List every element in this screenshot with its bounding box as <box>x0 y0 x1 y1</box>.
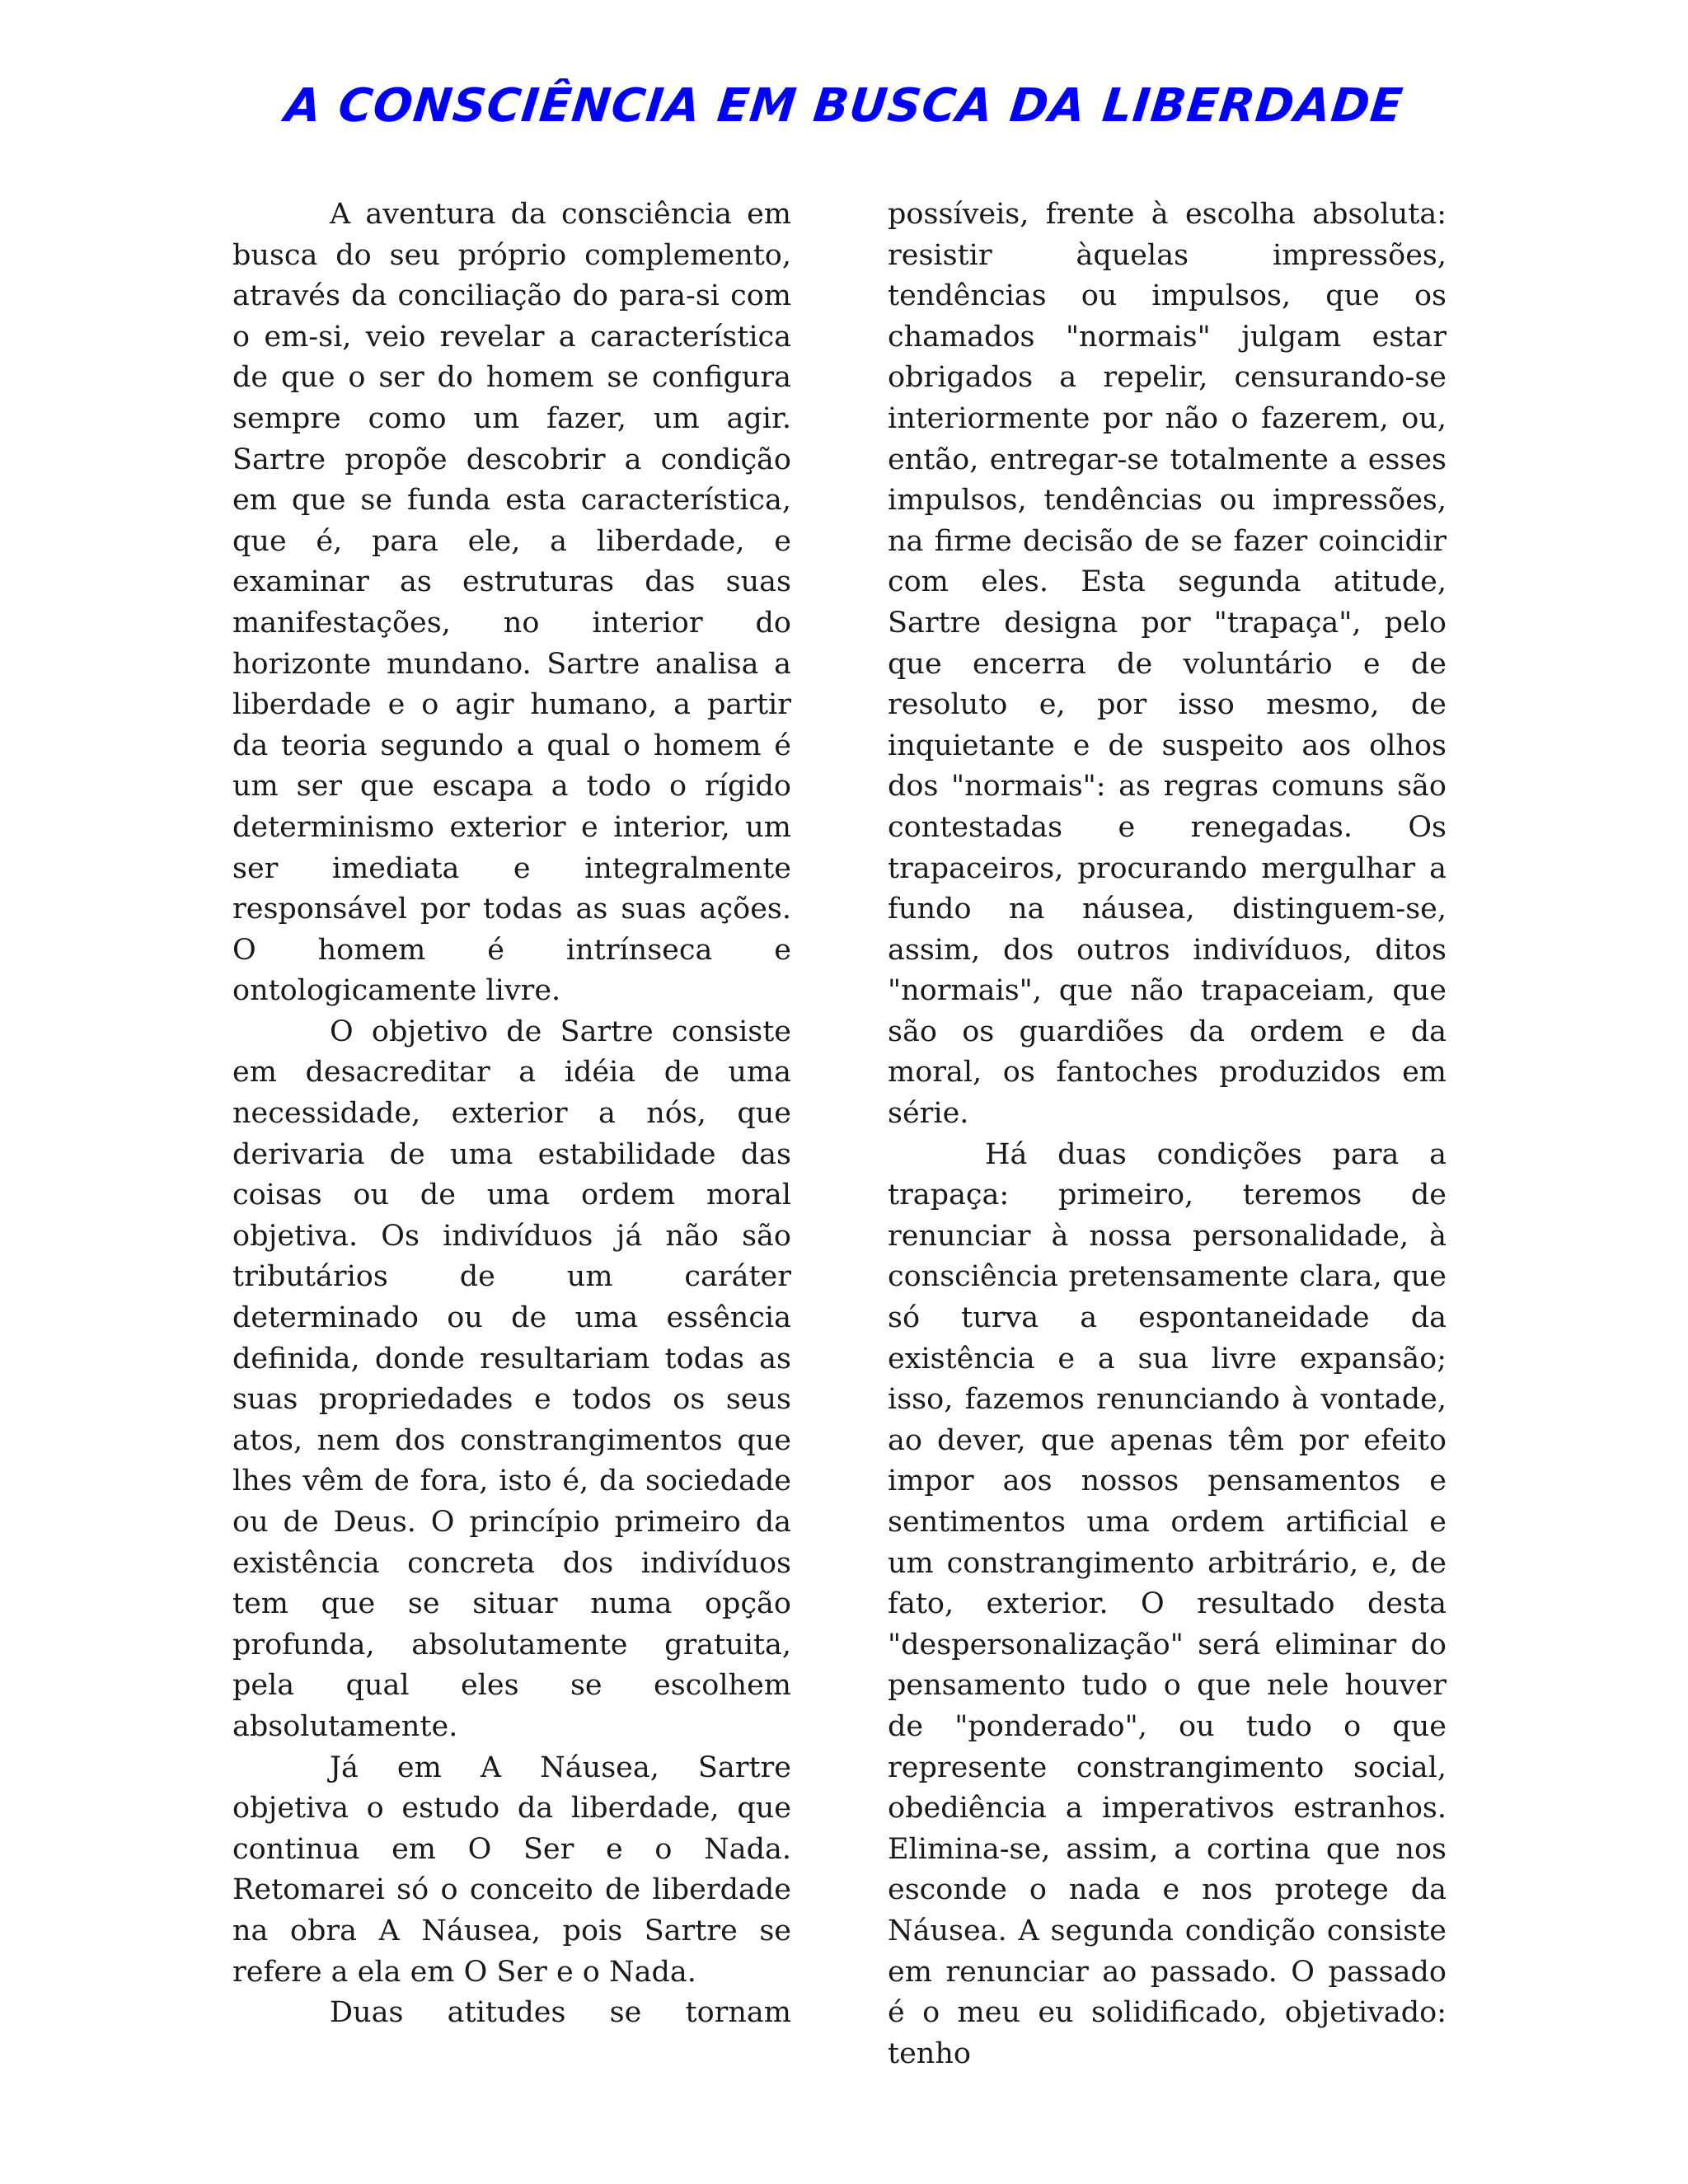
paragraph-left-1: A aventura da consciência em busca do seu próprio complemento, através da conciliação do para-si com o em-si, veio revelar a característica de que o ser do homem se configura sempre como um fazer, um agir. Sartre propõe descobrir a condição em que se funda esta característica, que é, para ele, a liberdade, e examinar as estruturas das suas manifestações, no interior do horizonte mundano. Sartre analisa a liberdade e o agir humano, a partir da teoria segundo a qual o homem é um ser que escapa a todo o rígido determinismo exterior e interior, um ser imediata e integralmente responsável por todas as suas ações. O homem é intrínseca e ontologicamente livre. <box>232 198 791 1008</box>
paragraph-left-2: O objetivo de Sartre consiste em desacreditar a idéia de uma necessidade, exterior a nós, que derivaria de uma estabilidade das coisas ou de uma ordem moral objetiva. Os indivíduos já não são tributários de um caráter determinado ou de uma essência definida, donde resultariam todas as suas propriedades e todos os seus atos, nem dos constrangimentos que lhes vêm de fora, isto é, da sociedade ou de Deus. O princípio primeiro da existência concreta dos indivíduos tem que se situar numa opção profunda, absolutamente gratuita, pela qual eles se escolhem absolutamente. <box>232 1015 791 1743</box>
right-column <box>888 194 1447 2074</box>
paragraph-left-4: Duas atitudes se tornam <box>330 1996 791 2030</box>
paragraph-left-3: Já em A Náusea, Sartre objetiva o estudo da liberdade, que continua em O Ser e o Nada. Retomarei só o conceito de liberdade na obra A Náusea, pois Sartre se refere a ela em O Ser e o Nada. <box>232 1750 791 1989</box>
left-column <box>232 194 791 2034</box>
paragraph-right-2: Há duas condições para a trapaça: primeiro, teremos de renunciar à nossa personalidade, à consciência pretensamente clara, que só turva a espontaneidade da existência e a sua livre expansão; isso, fazemos renunciando à vontade, ao dever, que apenas têm por efeito impor aos nossos pensamentos e sentimentos uma ordem artificial e um constrangimento arbitrário, e, de fato, exterior. O resultado desta "despersonalização" será eliminar do pensamento tudo o que nele houver de "ponderado", ou tudo o que represente constrangimento social, obediência a imperativos estranhos. Elimina-se, assim, a cortina que nos esconde o nada e nos protege da Náusea. A segunda condição consiste em renunciar ao passado. O passado é o meu eu solidificado, objetivado: tenho <box>888 1137 1447 2070</box>
paragraph-right-1: possíveis, frente à escolha absoluta: resistir àquelas impressões, tendências ou impulsos, que os chamados "normais" julgam estar obrigados a repelir, censurando-se interiormente por não o fazerem, ou, então, entregar-se totalmente a esses impulsos, tendências ou impressões, na firme decisão de se fazer coincidir com eles. Esta segunda atitude, Sartre designa por "trapaça", pelo que encerra de voluntário e de resoluto e, por isso mesmo, de inquietante e de suspeito aos olhos dos "normais": as regras comuns são contestadas e renegadas. Os trapaceiros, procurando mergulhar a fundo na náusea, distinguem-se, assim, dos outros indivíduos, ditos "normais", que não trapaceiam, que são os guardiões da ordem e da moral, os fantoches produzidos em série. <box>888 198 1447 1131</box>
page-title: A CONSCIÊNCIA EM BUSCA DA LIBERDADE <box>282 79 1406 133</box>
